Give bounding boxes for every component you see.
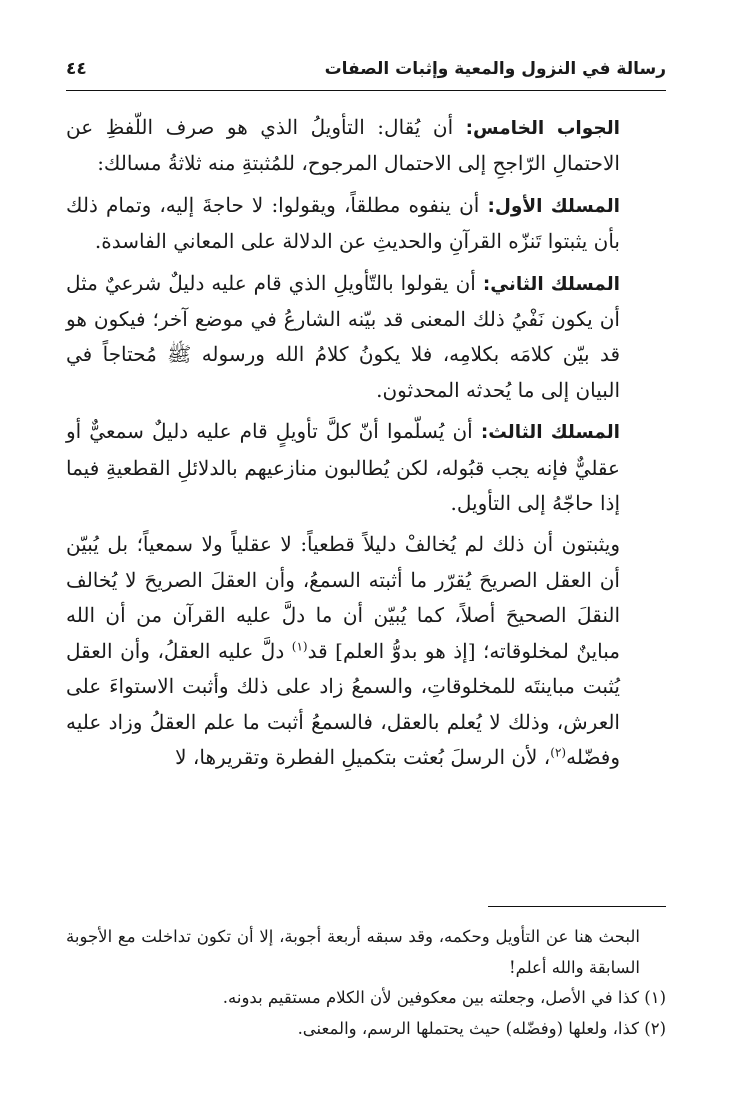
paragraph-heading: الجواب الخامس:: [465, 118, 620, 139]
paragraph-path-one: [66, 188, 666, 260]
paragraph-heading: المسلك الأول:: [487, 195, 620, 217]
page-number: ٤٤: [66, 59, 87, 79]
footnote-ref-1[interactable]: (١): [291, 639, 308, 654]
paragraph-reason-evidence: [66, 527, 666, 775]
paragraph-text: أن يُقال: التأويلُ الذي هو صرف اللّفظِ عن الاحتمالِ الرّاجحِ إلى الاحتمال المرجوح، للمُثبتةِ منه ثلاثةُ مسالك:: [66, 115, 620, 176]
body-text: [66, 110, 666, 775]
paragraph-text: دلَّ عليه العقلُ، وأن العقل يُثبت مباينتَه للمخلوقاتِ، والسمعُ زاد على ذلك وأثبت الاستواءَ على العرش، وذلك لا يُعلم بالعقل، فالسمعُ أثبت ما علم العقلُ وزاد عليه وفضّله: [66, 638, 620, 769]
header-rule: [66, 90, 666, 91]
paragraph-path-three: [66, 414, 666, 521]
footnote-continued: البحث هنا عن التأويل وحكمه، وقد سبقه أربعة أجوبة، إلا أن تكون تداخلت مع الأجوبة السابقة والله أعلم!: [66, 927, 640, 977]
paragraph-answer-five: [66, 110, 666, 182]
paragraph-text: أن يُسلّموا أنّ كلَّ تأويلٍ قام عليه دليلٌ سمعيٌّ أو عقليٌّ فإنه يجب قبُوله، لكن يُطالبون منازعيهم بالدلائلِ القطعيةِ فيما إذا حاجّهُ إلى التأويل.: [66, 419, 620, 516]
paragraph-heading: المسلك الثاني:: [482, 273, 621, 295]
footnote-separator: [488, 906, 666, 907]
footnote-ref-2[interactable]: (٢): [550, 745, 567, 760]
footnotes: [66, 922, 666, 1044]
paragraph-text: أن يقولوا بالتّأويلِ الذي قام عليه دليلٌ شرعيٌ مثل أن يكون نَفْيُ ذلك المعنى قد بيّنه الشارعُ في موضع آخر؛ فيكون هو قد بيّن كلامَه بكلامِه، فلا يكونُ كلامُ الله ورسوله ﷺ مُحتاجاً في البيان إلى ما يُحدثه المحدثون.: [66, 270, 620, 402]
paragraph-heading: المسلك الثالث:: [480, 422, 620, 444]
footnote-2: (٢) كذا، ولعلها (وفضّله) حيث يحتملها الرسم، والمعنى.: [297, 1018, 666, 1038]
paragraph-text: ، لأن الرسلَ بُعثت بتكميلِ الفطرة وتقريرها، لا: [175, 744, 551, 769]
paragraph-path-two: [66, 266, 666, 409]
header-title: رسالة في النزول والمعية وإثبات الصفات: [324, 59, 666, 79]
running-header: [66, 52, 666, 86]
paragraph-text: ويثبتون أن ذلك لم يُخالفْ دليلاً قطعياً: لا عقلياً ولا سمعياً؛ بل يُبيّن أن العقل الصريحَ يُقرّر ما أثبته السمعُ، وأن العقلَ الصريحَ لا يُخالف النقلَ الصحيحَ أصلاً، كما يُبيّن أن ما دلَّ عليه القرآن من أن الله مباينٌ لمخلوقاته؛ [إذ هو بدوُّ العلم] قد: [66, 532, 620, 663]
paragraph-text: أن ينفوه مطلقاً، ويقولوا: لا حاجةَ إليه، وتمام ذلك بأن يثبتوا تَنزّه القرآنِ والحديثِ عن الدلالة على المعاني الفاسدة.: [66, 192, 620, 254]
footnote-1: (١) كذا في الأصل، وجعلته بين معكوفين لأن الكلام مستقيم بدونه.: [222, 988, 666, 1008]
